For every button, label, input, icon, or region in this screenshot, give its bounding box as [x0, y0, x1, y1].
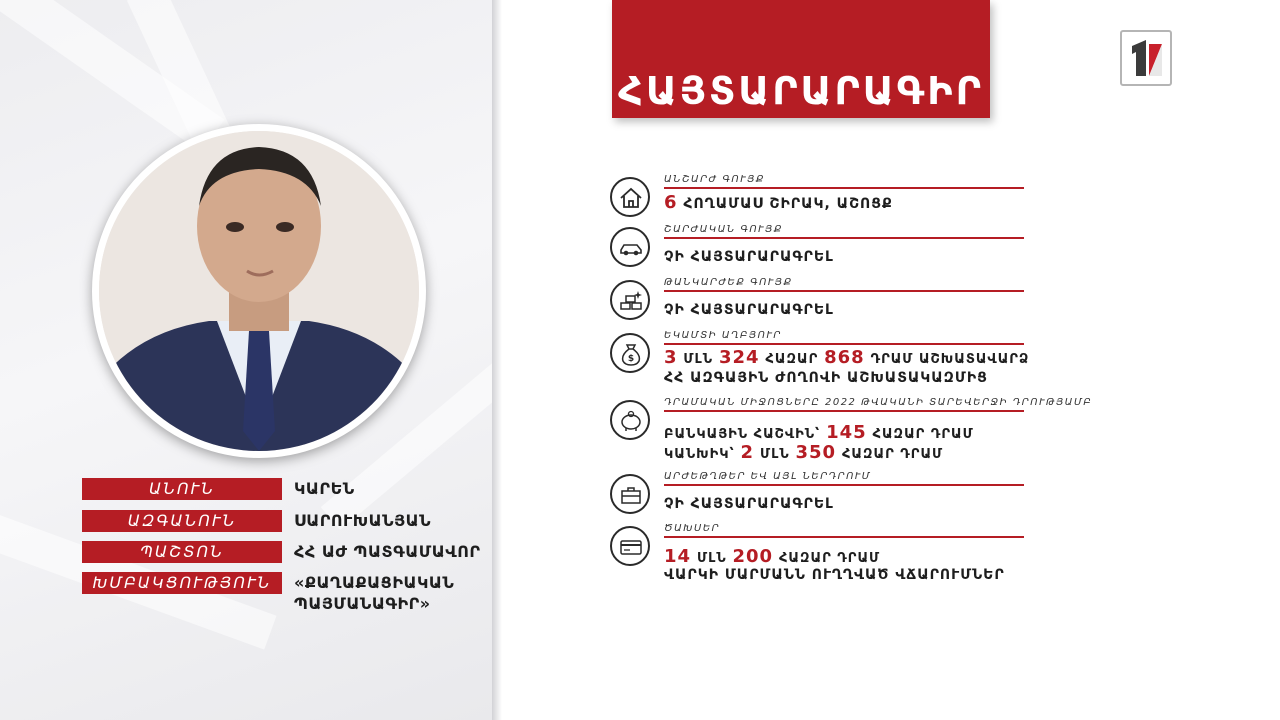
expenses-unit: ՀԱԶԱՐ ԴՐԱՄ — [778, 551, 881, 566]
cash-bank-line — [664, 424, 974, 443]
real-estate-text: ՀՈՂԱՄԱՍ ՇԻՐԱԿ, ԱՇՈՑՔ — [683, 196, 893, 212]
svg-text:$: $ — [627, 354, 635, 364]
shares-value: ՉԻ ՀԱՅՏԱՐԱՐԱԳՐԵԼ — [664, 496, 834, 512]
vehicles-underline — [664, 237, 1024, 239]
briefcase-icon — [610, 474, 650, 514]
value-faction: «ՔԱՂԱՔԱՑԻԱԿԱՆ ՊԱՅՄԱՆԱԳԻՐ» — [294, 573, 455, 613]
label-name: ԱՆՈՒՆ — [82, 478, 282, 500]
income-unit-thousand: ՀԱԶԱՐ — [765, 352, 819, 367]
vehicles-label: ՇԱՐԺԱԿԱՆ ԳՈՒՅՔ — [664, 224, 783, 235]
expenses-underline — [664, 536, 1024, 538]
money-bag-icon — [610, 333, 650, 373]
cash-underline — [664, 410, 1024, 412]
portrait-photo — [92, 124, 426, 458]
piggy-bank-icon — [610, 400, 650, 440]
income-unit-mln: ՄԼՆ — [683, 352, 714, 367]
cash-millions: 2 — [740, 442, 755, 463]
real-estate-underline — [664, 187, 1024, 189]
cash-hand-line — [664, 444, 943, 463]
income-units: 868 — [824, 347, 865, 368]
cash-thousands: 350 — [795, 442, 837, 463]
value-name: ԿԱՐԵՆ — [294, 479, 355, 498]
bank-amount: 145 — [826, 422, 867, 443]
cash-label: ԴՐԱՄԱԿԱՆ ՄԻՋՈՑՆԵՐԸ 2022 ԹՎԱԿԱՆԻ ՏԱՐԵՎԵՐՋԻ ԴՐՈՒԹՅԱՄԲ — [664, 397, 1093, 408]
house-icon — [610, 177, 650, 217]
credit-card-icon — [610, 526, 650, 566]
valuables-label: ԹԱՆԿԱՐԺԵՔ ԳՈՒՅՔ — [664, 277, 793, 288]
label-position: ՊԱՇՏՈՆ — [82, 541, 282, 563]
real-estate-value — [664, 194, 893, 213]
page-title: ՀԱՅՏԱՐԱՐԱԳԻՐ — [618, 69, 984, 113]
real-estate-label: ԱՆՇԱՐԺ ԳՈՒՅՔ — [664, 174, 765, 185]
expenses-unit-mln: ՄԼՆ — [696, 551, 727, 566]
expenses-line-1 — [664, 548, 880, 567]
income-underline — [664, 343, 1024, 345]
real-estate-count: 6 — [664, 192, 678, 213]
income-thousands: 324 — [718, 347, 760, 368]
expenses-millions: 14 — [664, 546, 692, 567]
title-banner — [612, 0, 990, 118]
gold-bars-icon — [610, 280, 650, 320]
shares-underline — [664, 484, 1024, 486]
valuables-underline — [664, 290, 1024, 292]
expenses-line-2: ՎԱՐԿԻ ՄԱՐՄԱՆՆ ՈՒՂՂՎԱԾ ՎՃԱՐՈՒՄՆԵՐ — [664, 567, 1005, 583]
income-line-2: ՀՀ ԱԶԳԱՅԻՆ ԺՈՂՈՎԻ ԱՇԽԱՏԱԿԱԶՄԻՑ — [664, 370, 988, 386]
car-icon — [610, 227, 650, 267]
label-surname: ԱԶԳԱՆՈՒՆ — [82, 510, 282, 532]
channel-logo — [1120, 30, 1172, 86]
expenses-thousands: 200 — [732, 546, 774, 567]
income-millions: 3 — [664, 347, 678, 368]
bank-unit: ՀԱԶԱՐ ԴՐԱՄ — [872, 427, 974, 442]
valuables-value: ՉԻ ՀԱՅՏԱՐԱՐԱԳՐԵԼ — [664, 302, 834, 318]
income-unit-dram: ԴՐԱՄ ԱՇԽԱՏԱՎԱՐՁ — [870, 352, 1030, 367]
vehicles-value: ՉԻ ՀԱՅՏԱՐԱՐԱԳՐԵԼ — [664, 249, 834, 265]
income-line-1 — [664, 349, 1029, 368]
value-surname: ՍԱՐՈՒԽԱՆՅԱՆ — [294, 511, 432, 530]
bank-label: ԲԱՆԿԱՅԻՆ ՀԱՇՎԻՆ՝ — [664, 427, 821, 442]
expenses-label: ԾԱԽՍԵՐ — [664, 523, 721, 534]
value-position: ՀՀ ԱԺ ՊԱՏԳԱՄԱՎՈՐ — [294, 542, 481, 561]
cash-unit-mln: ՄԼՆ — [759, 447, 790, 462]
label-faction: ԽՄԲԱԿՑՈՒԹՅՈՒՆ — [82, 572, 282, 594]
income-label: ԵԿԱՄՏԻ ԱՂԲՅՈՒՐ — [664, 330, 782, 341]
shares-label: ԱՐԺԵԹՂԹԵՐ ԵՎ ԱՅԼ ՆԵՐԴՐՈՒՄ — [664, 471, 872, 482]
cash-hand-label: ԿԱՆԽԻԿ՝ — [664, 447, 735, 462]
cash-unit: ՀԱԶԱՐ ԴՐԱՄ — [841, 447, 944, 462]
